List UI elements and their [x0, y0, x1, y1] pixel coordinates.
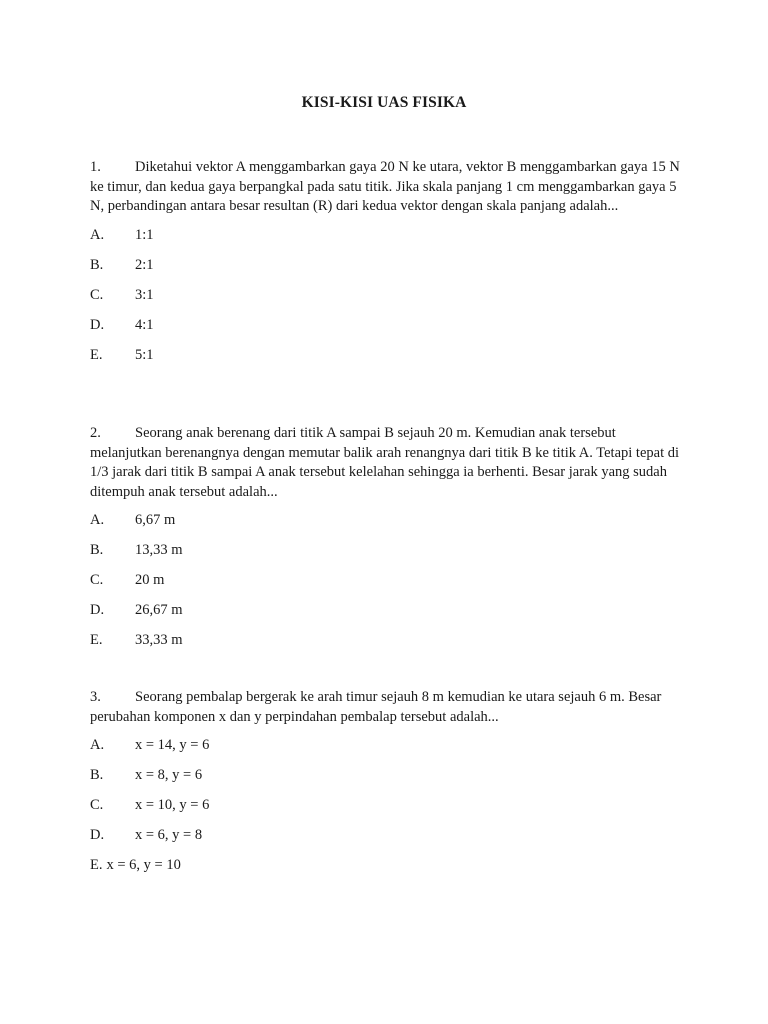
option-value: 4:1 — [135, 316, 154, 333]
option-letter: E. — [90, 346, 103, 363]
option-letter: C. — [90, 572, 104, 588]
option-value: 5:1 — [135, 346, 154, 363]
option-letter: C. — [90, 797, 104, 813]
option-value: 33,33 m — [135, 632, 183, 648]
option-letter: A. — [90, 737, 105, 753]
question-number: 3. — [90, 689, 101, 705]
option-letter: E. — [90, 857, 103, 873]
question-text — [90, 688, 680, 727]
options-list — [90, 736, 680, 886]
option-letter: B. — [90, 542, 104, 558]
question-number: 2. — [90, 425, 101, 441]
option-value: x = 6, y = 8 — [135, 827, 203, 843]
option-value: 20 m — [135, 572, 165, 588]
option-value: x = 8, y = 6 — [135, 767, 203, 783]
question-1 — [90, 158, 680, 376]
option-letter: A. — [90, 226, 105, 243]
option-a — [90, 736, 680, 766]
option-value: 3:1 — [135, 286, 154, 303]
option-value: 26,67 m — [135, 602, 183, 618]
option-letter: A. — [90, 512, 105, 528]
option-a — [90, 511, 680, 541]
option-value: x = 6, y = 10 — [106, 857, 181, 873]
option-value: 6,67 m — [135, 512, 176, 528]
option-b — [90, 541, 680, 571]
option-c — [90, 796, 680, 826]
option-d — [90, 316, 680, 346]
option-value: x = 14, y = 6 — [135, 737, 210, 753]
option-b — [90, 766, 680, 796]
option-value: x = 10, y = 6 — [135, 797, 210, 813]
option-letter: B. — [90, 767, 104, 783]
option-letter: D. — [90, 827, 105, 843]
options-list — [90, 511, 680, 661]
question-number: 1. — [90, 159, 101, 175]
document-title: KISI-KISI UAS FISIKA — [301, 94, 467, 111]
option-c — [90, 571, 680, 601]
question-2 — [90, 424, 680, 661]
option-letter: B. — [90, 256, 104, 273]
question-body: Seorang anak berenang dari titik A sampai B sejauh 20 m. Kemudian anak tersebut melanjutkan berenangnya dengan memutar balik arah renangnya dari titik B ke titik A. Tetapi tepat di 1/3 jarak dari titik B sampai A anak tersebut kelelahan sehingga ia berhenti. Besar jarak yang sudah ditempuh anak tersebut adalah... — [90, 425, 679, 500]
option-a — [90, 226, 680, 256]
option-letter: C. — [90, 286, 104, 303]
option-d — [90, 826, 680, 856]
question-text — [90, 424, 680, 502]
question-body: Seorang pembalap bergerak ke arah timur sejauh 8 m kemudian ke utara sejauh 6 m. Besar perubahan komponen x dan y perpindahan pembalap tersebut adalah... — [90, 689, 662, 725]
question-3 — [90, 688, 680, 886]
question-body: Diketahui vektor A menggambarkan gaya 20 N ke utara, vektor B menggambarkan gaya 15 N ke timur, dan kedua gaya berpangkal pada satu titik. Jika skala panjang 1 cm menggambarkan gaya 5 N, perbandingan antara besar resultan (R) dari kedua vektor dengan skala panjang adalah... — [90, 159, 680, 214]
option-b — [90, 256, 680, 286]
option-letter: D. — [90, 316, 105, 333]
option-e — [90, 856, 680, 886]
option-value: 2:1 — [135, 256, 154, 273]
option-value: 1:1 — [135, 226, 154, 243]
option-e — [90, 631, 680, 661]
options-list — [90, 226, 680, 376]
option-letter: E. — [90, 632, 103, 648]
option-d — [90, 601, 680, 631]
option-e — [90, 346, 680, 376]
option-letter: D. — [90, 602, 105, 618]
option-c — [90, 286, 680, 316]
option-value: 13,33 m — [135, 542, 183, 558]
question-text — [90, 158, 680, 217]
